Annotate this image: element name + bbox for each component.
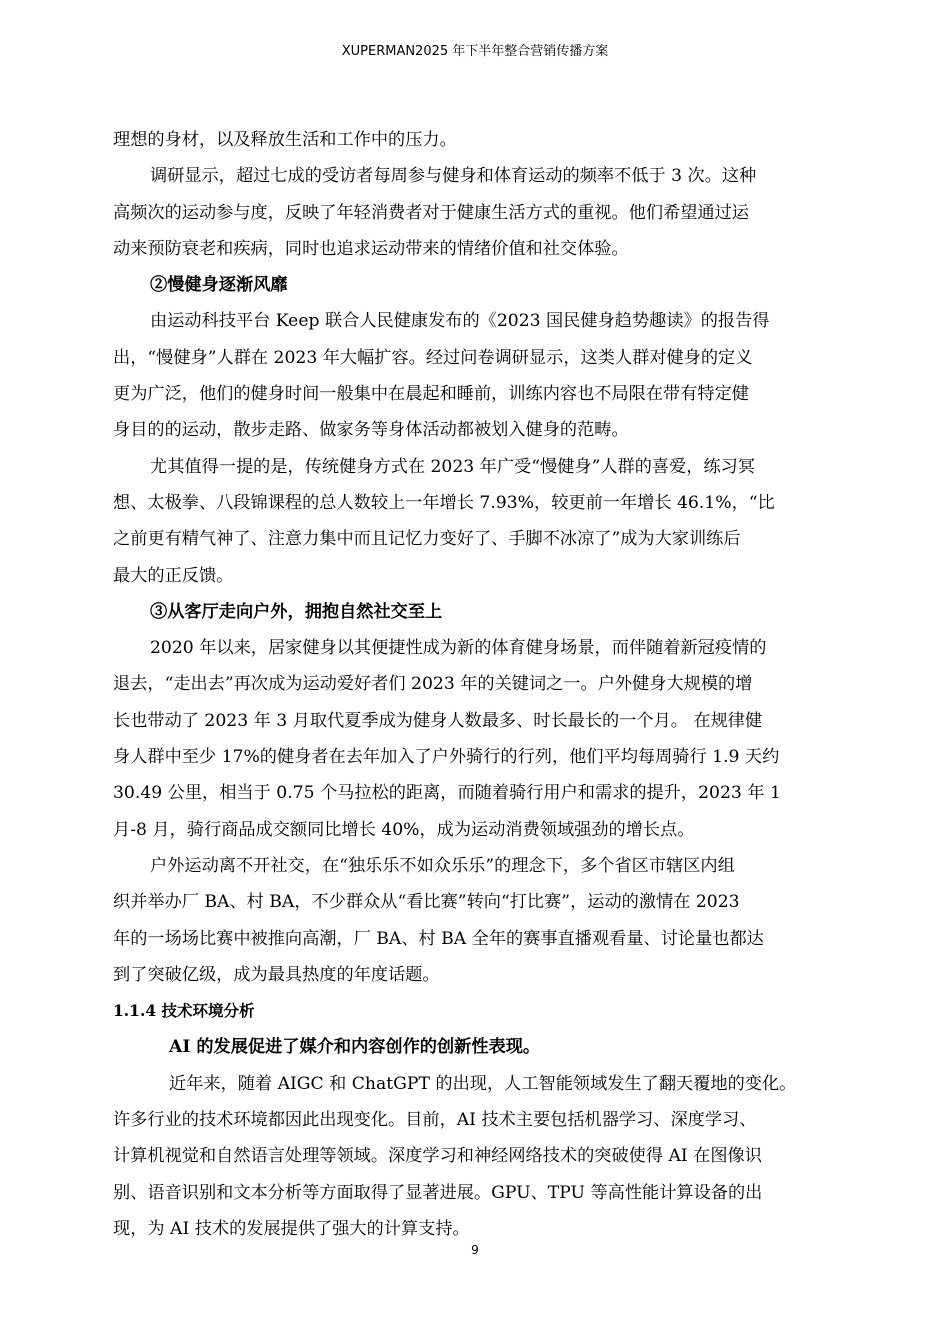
text-line: 2020 年以来，居家健身以其便捷性成为新的体育健身场景，而伴随着新冠疫情的 (150, 638, 767, 659)
text-line: 户外运动离不开社交，在“独乐乐不如众乐乐”的理念下，多个省区市辖区内组 (150, 855, 735, 876)
text-line: 尤其值得一提的是，传统健身方式在 2023 年广受“慢健身”人群的喜爱，练习冥 (150, 456, 756, 477)
subheading-line: ②慢健身逐渐风靡 (150, 275, 288, 296)
text-line: 更为广泛，他们的健身时间一般集中在晨起和睡前，训练内容也不局限在带有特定健 (113, 384, 749, 405)
text-line: 长也带动了 2023 年 3 月取代夏季成为健身人数最多、时长最长的一个月。 在规律健 (113, 710, 763, 731)
text-line: 近年来，随着 AIGC 和 ChatGPT 的出现，人工智能领域发生了翻天覆地的变化。 (169, 1073, 797, 1094)
text-line: 想、太极拳、八段锦课程的总人数较上一年增长 7.93%，较更前一年增长 46.1%，“比 (113, 492, 775, 513)
text-line: 30.49 公里，相当于 0.75 个马拉松的距离，而随着骑行用户和需求的提升，2023 年 1 (113, 783, 781, 804)
text-line: 最大的正反馈。 (113, 565, 234, 586)
text-line: 到了突破亿级，成为最具热度的年度话题。 (113, 964, 440, 985)
text-line: 现，为 AI 技术的发展提供了强大的计算支持。 (113, 1218, 470, 1239)
text-line: 动来预防衰老和疾病，同时也追求运动带来的情绪价值和社交体验。 (113, 238, 629, 259)
text-line: 织并举办厂 BA、村 BA，不少群众从“看比赛”转向“打比赛”，运动的激情在 2023 (113, 892, 740, 913)
text-line: 高频次的运动参与度，反映了年轻消费者对于健康生活方式的重视。他们希望通过运 (113, 202, 749, 223)
document-body (113, 122, 835, 1247)
text-line: 之前更有精气神了、注意力集中而且记忆力变好了、手脚不冰凉了”成为大家训练后 (113, 529, 741, 550)
text-line: 出，“慢健身”人群在 2023 年大幅扩容。经过问卷调研显示，这类人群对健身的定义 (113, 347, 753, 368)
text-line: 身人群中至少 17%的健身者在去年加入了户外骑行的行列，他们平均每周骑行 1.9 天约 (113, 747, 780, 768)
text-line: 计算机视觉和自然语言处理等领域。深度学习和神经网络技术的突破使得 AI 在图像识 (113, 1146, 762, 1167)
page-header: XUPERMAN2025 年下半年整合营销传播方案 (341, 44, 609, 59)
text-line: 月-8 月，骑行商品成交额同比增长 40%，成为运动消费领域强劲的增长点。 (113, 819, 695, 840)
text-line: 由运动科技平台 Keep 联合人民健康发布的《2023 国民健身趋势趣读》的报告得 (150, 311, 770, 332)
text-line: 年的一场场比赛中被推向高潮，厂 BA、村 BA 全年的赛事直播观看量、讨论量也都达 (113, 928, 764, 949)
subheading-line: ③从客厅走向户外，拥抱自然社交至上 (150, 601, 443, 622)
subheading-line: AI 的发展促进了媒介和内容创作的创新性表现。 (169, 1037, 541, 1058)
text-line: 理想的身材，以及释放生活和工作中的压力。 (113, 130, 457, 150)
text-line: 别、语音识别和文本分析等方面取得了显著进展。GPU、TPU 等高性能计算设备的出 (113, 1182, 763, 1203)
text-line: 许多行业的技术环境都因此出现变化。目前，AI 技术主要包括机器学习、深度学习、 (113, 1110, 757, 1131)
text-line: 调研显示，超过七成的受访者每周参与健身和体育运动的频率不低于 3 次。这种 (150, 166, 757, 187)
text-line: 退去，“走出去”再次成为运动爱好者们 2023 年的关键词之一。户外健身大规模的增 (113, 674, 753, 695)
text-line: 身目的的运动，散步走路、做家务等身体活动都被划入健身的范畴。 (113, 420, 629, 441)
section-heading: 1.1.4 技术环境分析 (113, 1001, 255, 1021)
page-number: 9 (471, 1243, 479, 1257)
